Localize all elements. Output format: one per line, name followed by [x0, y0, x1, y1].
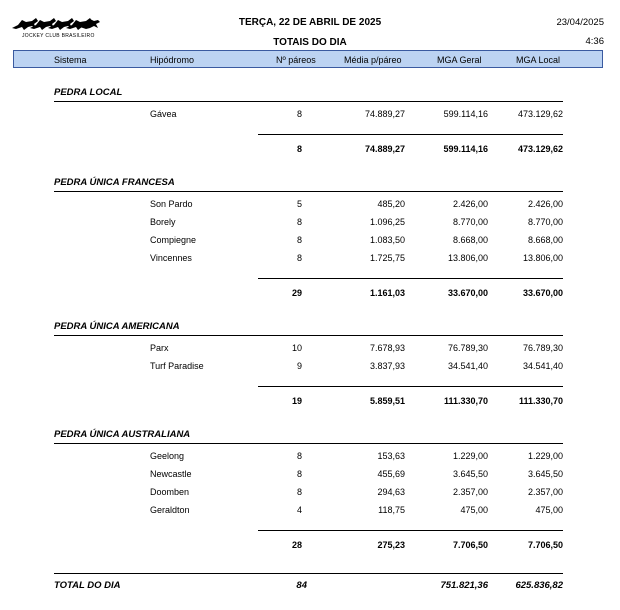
- track-mga-geral: 475,00: [460, 505, 488, 515]
- track-media: 455,69: [377, 469, 405, 479]
- section-divider: [54, 443, 563, 444]
- grand-total-mga-geral: 751.821,36: [440, 580, 488, 591]
- track-mga-local: 34.541,40: [522, 361, 563, 371]
- track-mga-local: 3.645,50: [527, 469, 563, 479]
- track-media: 153,63: [377, 451, 405, 461]
- subtotal-mga-local: 7.706,50: [527, 540, 563, 550]
- report-subtitle: TOTAIS DO DIA: [273, 37, 347, 48]
- track-mga-geral: 76.789,30: [447, 343, 488, 353]
- track-media: 1.096,25: [369, 217, 405, 227]
- track-pareos: 8: [296, 253, 302, 263]
- track-mga-geral: 2.426,00: [452, 199, 488, 209]
- track-pareos: 4: [296, 505, 302, 515]
- subtotal-mga-geral: 111.330,70: [443, 396, 488, 406]
- col-mga-geral: MGA Geral: [437, 55, 482, 65]
- subtotal-pareos: 8: [296, 144, 302, 154]
- section-title: PEDRA ÚNICA FRANCESA: [54, 177, 175, 188]
- track-name: Turf Paradise: [150, 361, 204, 371]
- track-mga-geral: 13.806,00: [447, 253, 488, 263]
- track-mga-local: 8.668,00: [527, 235, 563, 245]
- track-name: Geraldton: [150, 505, 190, 515]
- track-media: 7.678,93: [369, 343, 405, 353]
- section-title: PEDRA LOCAL: [54, 87, 123, 98]
- section-title: PEDRA ÚNICA AMERICANA: [54, 321, 180, 332]
- track-mga-local: 76.789,30: [522, 343, 563, 353]
- report-date: 23/04/2025: [556, 17, 604, 28]
- subtotal-pareos: 29: [291, 288, 302, 298]
- track-name: Borely: [150, 217, 176, 227]
- track-media: 485,20: [377, 199, 405, 209]
- report-title: TERÇA, 22 DE ABRIL DE 2025: [238, 17, 382, 28]
- subtotal-media: 1.161,03: [369, 288, 405, 298]
- logo-text: JOCKEY CLUB BRASILEIRO: [22, 33, 95, 39]
- grand-total-divider: [54, 573, 563, 574]
- col-mga-local: MGA Local: [516, 55, 561, 65]
- subtotal-divider: [258, 386, 563, 387]
- track-mga-local: 1.229,00: [527, 451, 563, 461]
- track-mga-geral: 599.114,16: [443, 109, 488, 119]
- subtotal-divider: [258, 530, 563, 531]
- track-mga-geral: 8.668,00: [452, 235, 488, 245]
- track-mga-geral: 34.541,40: [447, 361, 488, 371]
- track-media: 3.837,93: [369, 361, 405, 371]
- track-mga-local: 8.770,00: [527, 217, 563, 227]
- track-pareos: 8: [296, 451, 302, 461]
- track-mga-geral: 2.357,00: [452, 487, 488, 497]
- col-pareos: Nº páreos: [276, 55, 316, 65]
- subtotal-mga-geral: 33.670,00: [447, 288, 488, 298]
- section-title: PEDRA ÚNICA AUSTRALIANA: [54, 429, 191, 440]
- subtotal-pareos: 28: [291, 540, 302, 550]
- track-pareos: 10: [291, 343, 302, 353]
- subtotal-mga-local: 111.330,70: [518, 396, 563, 406]
- track-pareos: 8: [296, 469, 302, 479]
- grand-total-label: TOTAL DO DIA: [54, 580, 121, 591]
- track-pareos: 8: [296, 109, 302, 119]
- track-pareos: 5: [296, 199, 302, 209]
- subtotal-mga-local: 473.129,62: [517, 144, 563, 154]
- track-mga-geral: 1.229,00: [452, 451, 488, 461]
- track-name: Doomben: [150, 487, 190, 497]
- track-name: Parx: [150, 343, 169, 353]
- track-name: Son Pardo: [150, 199, 193, 209]
- subtotal-divider: [258, 278, 563, 279]
- subtotal-media: 5.859,51: [369, 396, 405, 406]
- track-mga-local: 475,00: [535, 505, 563, 515]
- subtotal-mga-geral: 599.114,16: [443, 144, 488, 154]
- track-media: 1.083,50: [369, 235, 405, 245]
- report-time: 4:36: [585, 36, 604, 47]
- track-mga-local: 13.806,00: [522, 253, 563, 263]
- subtotal-mga-geral: 7.706,50: [452, 540, 488, 550]
- track-name: Geelong: [150, 451, 185, 461]
- subtotal-media: 74.889,27: [364, 144, 405, 154]
- subtotal-media: 275,23: [377, 540, 405, 550]
- track-name: Newcastle: [150, 469, 192, 479]
- section-divider: [54, 335, 563, 336]
- subtotal-pareos: 19: [291, 396, 302, 406]
- track-media: 294,63: [377, 487, 405, 497]
- section-divider: [54, 191, 563, 192]
- track-media: 74.889,27: [364, 109, 405, 119]
- track-media: 118,75: [378, 505, 405, 515]
- section-divider: [54, 101, 563, 102]
- track-pareos: 8: [296, 235, 302, 245]
- col-sistema: Sistema: [54, 55, 87, 65]
- subtotal-divider: [258, 134, 563, 135]
- col-hipodromo: Hipódromo: [150, 55, 195, 65]
- track-name: Vincennes: [150, 253, 192, 263]
- grand-total-mga-local: 625.836,82: [515, 580, 563, 591]
- track-name: Gávea: [150, 109, 177, 119]
- track-name: Compiegne: [150, 235, 197, 245]
- track-mga-geral: 8.770,00: [452, 217, 488, 227]
- track-mga-local: 2.426,00: [527, 199, 563, 209]
- track-pareos: 9: [296, 361, 302, 371]
- subtotal-mga-local: 33.670,00: [522, 288, 563, 298]
- track-pareos: 8: [296, 217, 302, 227]
- track-mga-local: 2.357,00: [527, 487, 563, 497]
- grand-total-pareos: 84: [296, 580, 307, 591]
- track-mga-geral: 3.645,50: [452, 469, 488, 479]
- track-media: 1.725,75: [369, 253, 405, 263]
- track-mga-local: 473.129,62: [517, 109, 563, 119]
- column-header-bar: [13, 50, 603, 68]
- track-pareos: 8: [296, 487, 302, 497]
- col-media: Média p/páreo: [344, 55, 402, 65]
